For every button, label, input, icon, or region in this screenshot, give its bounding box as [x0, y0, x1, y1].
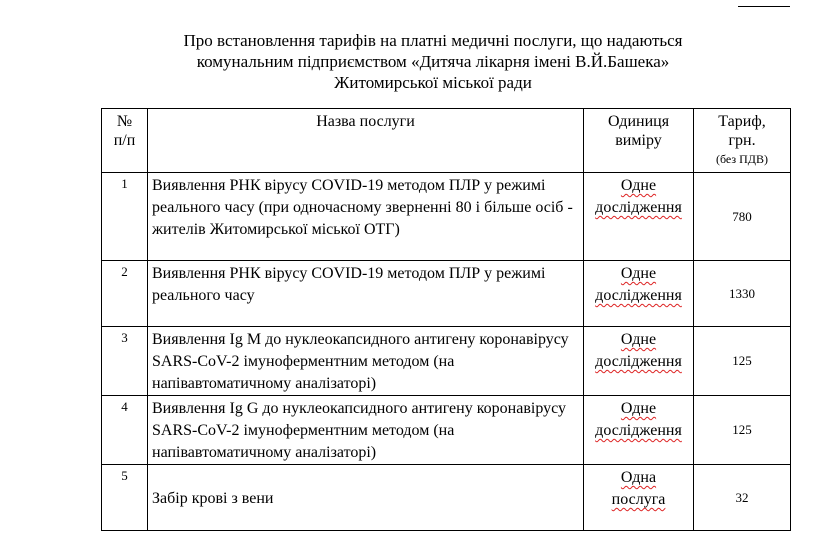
service-unit [584, 327, 694, 396]
row-number: 4 [102, 396, 148, 465]
header-service-name: Назва послуги [148, 109, 584, 173]
row-number: 2 [102, 261, 148, 327]
unit-line2: дослідження [595, 422, 682, 439]
unit-line2: дослідження [595, 353, 682, 370]
top-dash-line [738, 6, 790, 7]
header-unit-line1: Одиниця [607, 113, 670, 130]
unit-line1: Одне [620, 331, 657, 348]
header-price [694, 109, 791, 173]
unit-line1: Одне [620, 177, 657, 194]
unit-line1: Одне [620, 265, 657, 282]
service-price: 780 [694, 173, 791, 261]
service-price: 125 [694, 396, 791, 465]
title-line-2: комунальним підприємством «Дитяча лікарня імені В.Й.Башека» [196, 52, 670, 71]
services-table [101, 108, 791, 531]
unit-line1: Одна [620, 469, 657, 486]
document-title [0, 30, 819, 93]
header-price-line3: (без ПДВ) [715, 152, 768, 166]
header-number-line2: п/п [113, 132, 136, 149]
service-name: Забір крові з вени [148, 465, 584, 531]
service-unit [584, 261, 694, 327]
unit-line1: Одне [620, 400, 657, 417]
title-line-1: Про встановлення тарифів на платні медичні послуги, що надаються [183, 31, 683, 50]
header-price-line2: грн. [728, 132, 756, 149]
service-price: 1330 [694, 261, 791, 327]
service-name: Виявлення РНК вірусу COVID-19 методом ПЛР у режимі реального часу (при одночасному зверненні 80 і більше осіб - жителів Житомирської міської ОТГ) [148, 173, 584, 261]
unit-line2: послуга [611, 491, 666, 508]
header-unit [584, 109, 694, 173]
table-row [102, 396, 791, 465]
service-name: Виявлення Ig M до нуклеокапсидного антигену коронавірусу SARS-CoV-2 імуноферментним методом (на напівавтоматичному аналізаторі) [148, 327, 584, 396]
unit-line2: дослідження [595, 287, 682, 304]
service-name: Виявлення РНК вірусу COVID-19 методом ПЛР у режимі реального часу [148, 261, 584, 327]
table-row [102, 327, 791, 396]
service-unit [584, 396, 694, 465]
header-number [102, 109, 148, 173]
service-price: 125 [694, 327, 791, 396]
header-number-line1: № [116, 113, 133, 130]
service-price: 32 [694, 465, 791, 531]
row-number: 3 [102, 327, 148, 396]
row-number: 1 [102, 173, 148, 261]
table-row [102, 465, 791, 531]
service-unit [584, 465, 694, 531]
header-unit-line2: виміру [615, 132, 662, 149]
table-header-row [102, 109, 791, 173]
title-line-3: Житомирської міської ради [334, 73, 532, 92]
row-number: 5 [102, 465, 148, 531]
table-row [102, 261, 791, 327]
header-price-line1: Тариф, [718, 113, 766, 130]
unit-line2: дослідження [595, 199, 682, 216]
service-unit [584, 173, 694, 261]
service-name: Виявлення Ig G до нуклеокапсидного антигену коронавірусу SARS-CoV-2 імуноферментним методом (на напівавтоматичному аналізаторі) [148, 396, 584, 465]
table-row [102, 173, 791, 261]
